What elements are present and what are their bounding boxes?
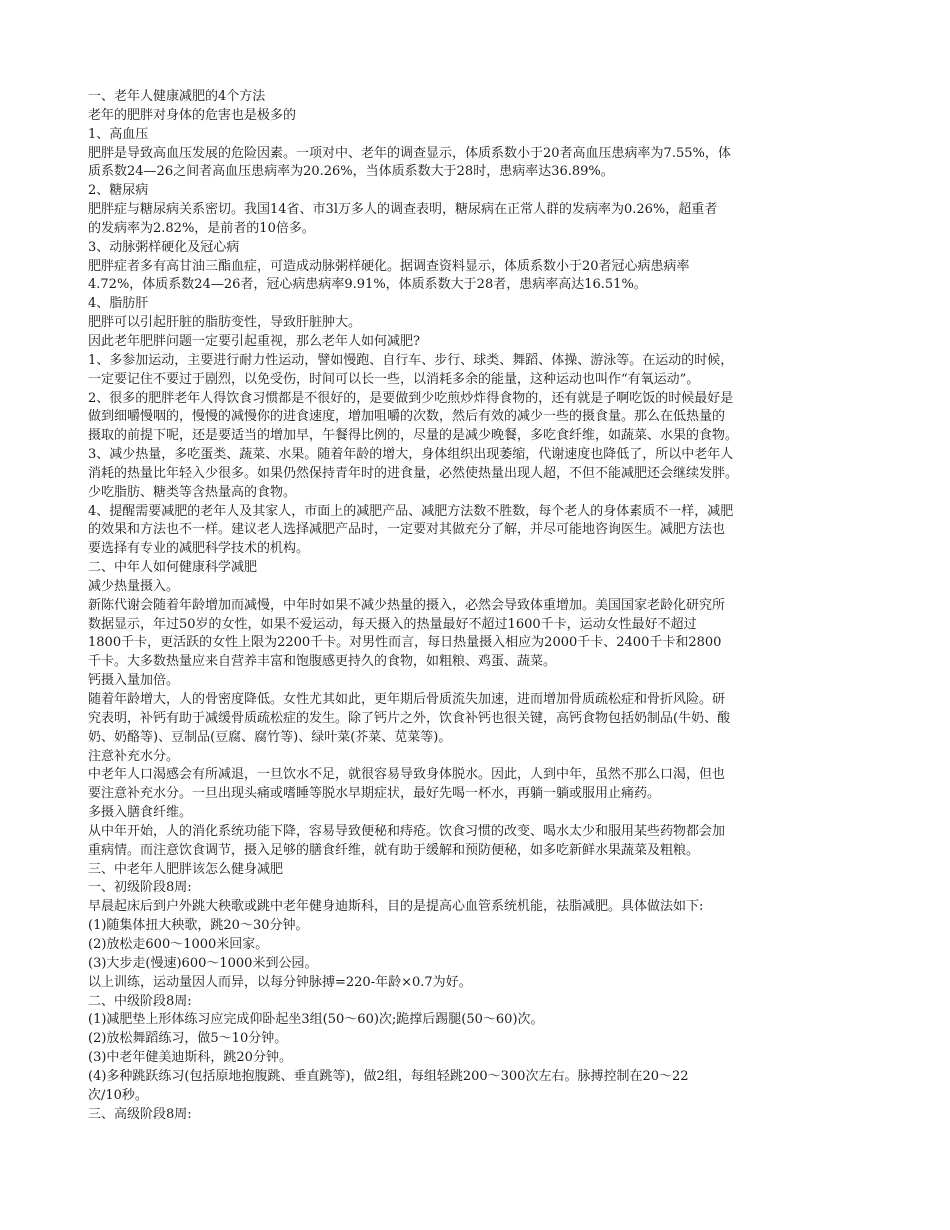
text-line: 早晨起床后到户外跳大秧歌或跳中老年健身迪斯科，目的是提高心血管系统机能，祛脂减肥。具体做法如下: (88, 899, 704, 915)
text-line: 随着年龄增大，人的骨密度降低。女性尤其如此，更年期后骨质流失加速，进而增加骨质疏松症和骨折风险。研 (88, 692, 726, 707)
text-line: 肥胖是导致高血压发展的危险因素。一项对中、老年的调查显示，体质系数小于20者高血压患病率为7.55%，体 (88, 145, 731, 161)
text-line: 肥胖可以引起肝脏的脂肪变性，导致肝脏肿大。 (88, 315, 362, 331)
text-line: 究表明，补钙有助于减缓骨质疏松症的发生。除了钙片之外，饮食补钙也很关键，高钙食物包括奶制品(牛奶、酸 (88, 710, 731, 726)
text-line: 二、中级阶段8周: (88, 993, 192, 1009)
text-line: 的发病率为2.82%，是前者的10倍多。 (88, 220, 315, 236)
text-line: 钙摄入量加倍。 (88, 673, 180, 689)
text-line: 以上训练，运动量因人而异，以每分钟脉搏=220-年龄×0.7为好。 (88, 974, 472, 990)
text-line: (2)放松舞蹈练习，做5～10分钟。 (88, 1031, 288, 1047)
document-body (88, 88, 872, 1124)
text-line: 减少热量摄入。 (88, 578, 180, 594)
text-line: 4.72%，体质系数24—26者，冠心病患病率9.91%，体质系数大于28者，患病率高达16.51%。 (88, 277, 647, 293)
text-line: 重病情。而注意饮食调节，摄入足够的膳食纤维，就有助于缓解和预防便秘，如多吃新鲜水果蔬菜及粗粮。 (88, 842, 700, 858)
text-line: 做到细嚼慢咽的，慢慢的减慢你的进食速度，增加咀嚼的次数，然后有效的减少一些的摄食量。那么在低热量的 (88, 409, 726, 425)
text-line: 肥胖症与糖尿病关系密切。我国14省、市3l万多人的调查表明，糖尿病在正常人群的发病率为0.26%，超重者 (88, 202, 718, 218)
text-line: 三、中老年人肥胖该怎么健身减肥 (88, 861, 284, 877)
text-line: 质系数24—26之间者高血压患病率为20.26%，当体质系数大于28时，患病率达36.89%。 (88, 164, 614, 180)
text-line: 1、高血压 (88, 126, 149, 142)
text-line: 1800千卡，更活跃的女性上限为2200千卡。对男性而言，每日热量摄入相应为2000千卡、2400千卡和2800 (88, 635, 722, 651)
text-line: 要选择有专业的减肥科学技术的机构。 (88, 541, 310, 557)
text-line: 3、动脉粥样硬化及冠心病 (88, 239, 240, 255)
text-line: 因此老年肥胖问题一定要引起重视，那么老年人如何减肥? (88, 333, 420, 349)
text-line: 老年的肥胖对身体的危害也是极多的 (88, 107, 297, 123)
text-line: 4、脂肪肝 (88, 296, 149, 312)
text-line: 一定要记住不要过于剧烈，以免受伤，时间可以长一些，以消耗多余的能量，这种运动也叫作“有氧运动”。 (88, 371, 700, 387)
text-line: 肥胖症者多有高甘油三酯血症，可造成动脉粥样硬化。据调查资料显示，体质系数小于20者冠心病患病率 (88, 258, 690, 274)
text-line: 二、中年人如何健康科学减肥 (88, 560, 258, 576)
text-line: 新陈代谢会随着年龄增加而减慢，中年时如果不减少热量的摄入，必然会导致体重增加。美国国家老龄化研究所 (88, 597, 726, 613)
text-line: 多摄入膳食纤维。 (88, 805, 193, 821)
text-line: (1)随集体扭大秧歌，跳20～30分钟。 (88, 918, 309, 934)
text-line: 摄取的前提下呢，还是要适当的增加早，午餐得比例的，尽量的是减少晚餐，多吃食纤维，如蔬菜、水果的食物。 (88, 428, 739, 444)
text-line: 中老年人口渴感会有所减退，一旦饮水不足，就很容易导致身体脱水。因此，人到中年，虽然不那么口渴，但也 (88, 767, 726, 783)
text-line: 要注意补充水分。一旦出现头痛或嗜睡等脱水早期症状，最好先喝一杯水，再躺一躺或服用止痛药。 (88, 786, 661, 802)
text-line: 的效果和方法也不一样。建议老人选择减肥产品时，一定要对其做充分了解，并尽可能地咨询医生。减肥方法也 (88, 522, 726, 538)
text-line: 一、老年人健康减肥的4个方法 (88, 89, 266, 104)
text-line: (2)放松走600～1000米回家。 (88, 936, 269, 952)
text-line: 次/10秒。 (88, 1087, 148, 1103)
text-line: 少吃脂肪、糖类等含热量高的食物。 (88, 484, 297, 500)
text-line: 3、减少热量，多吃蛋类、蔬菜、水果。随着年龄的增大，身体组织出现萎缩，代谢速度也降低了，所以中老年人 (88, 447, 734, 463)
text-line: (1)减肥垫上形体练习应完成仰卧起坐3组(50～60)次;跪撑后踢腿(50～60)次。 (88, 1012, 544, 1028)
text-line: 千卡。大多数热量应来自营养丰富和饱腹感更持久的食物，如粗粮、鸡蛋、蔬菜。 (88, 654, 557, 670)
text-line: 消耗的热量比年轻入少很多。如果仍然保持青年时的进食量，必然使热量出现人超，不但不能减肥还会继续发胖。 (88, 465, 739, 481)
text-line: 4、提醒需要减肥的老年人及其家人，市面上的减肥产品、减肥方法数不胜数，每个老人的身体素质不一样，减肥 (88, 503, 734, 519)
text-line: 2、很多的肥胖老年人得饮食习惯都是不很好的，是要做到少吃煎炒炸得食物的，还有就是子啊吃饭的时候最好是 (88, 390, 734, 406)
text-line: 三、高级阶段8周: (88, 1106, 192, 1122)
text-line: 一、初级阶段8周: (88, 880, 192, 896)
text-line: 从中年开始，人的消化系统功能下降，容易导致便秘和痔疮。饮食习惯的改变、喝水太少和服用某些药物都会加 (88, 823, 726, 839)
text-line: (3)中老年健美迪斯科，跳20分钟。 (88, 1050, 292, 1066)
text-line: (4)多种跳跃练习(包括原地抱腹跳、垂直跳等)，做2组，每组轻跳200～300次左右。脉搏控制在20～22 (88, 1068, 689, 1084)
text-line: 2、糖尿病 (88, 183, 149, 199)
text-line: 1、多参加运动，主要进行耐力性运动，譬如慢跑、自行车、步行、球类、舞蹈、体操、游泳等。在运动的时候， (88, 352, 734, 368)
text-line: 注意补充水分。 (88, 748, 180, 764)
text-line: 奶、奶酪等)、豆制品(豆腐、腐竹等)、绿叶菜(芥菜、苋菜等)。 (88, 729, 452, 745)
text-line: (3)大步走(慢速)600～1000米到公园。 (88, 955, 318, 971)
text-line: 数据显示，年过50岁的女性，如果不爱运动，每天摄入的热量最好不超过1600千卡，运动女性最好不超过 (88, 616, 697, 632)
